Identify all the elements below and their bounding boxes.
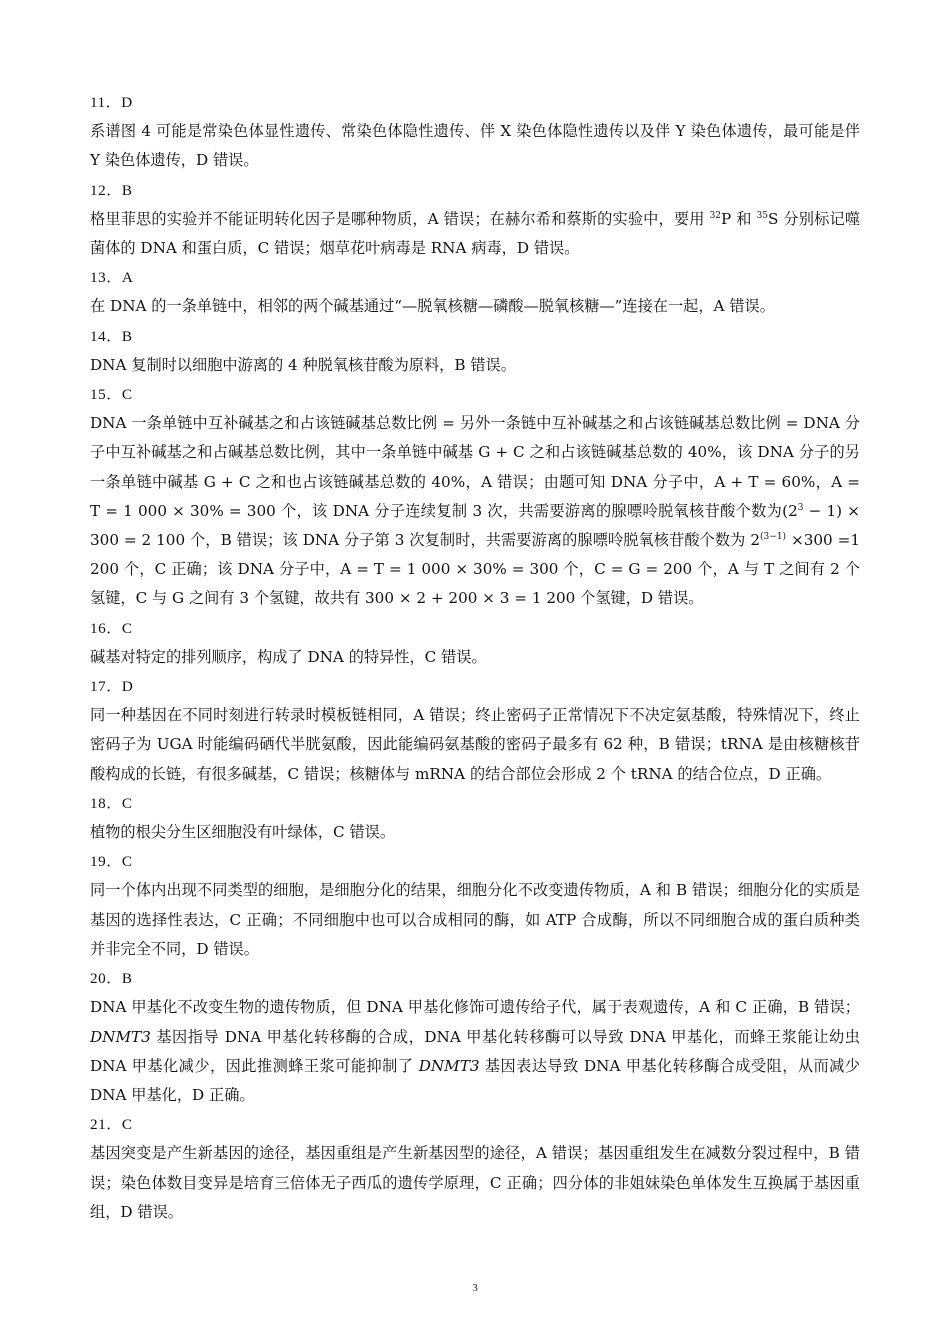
answer-heading: 11．D [90, 94, 133, 111]
answer-item-19 [90, 847, 860, 964]
answer-heading: 12．B [90, 181, 133, 199]
text-segment: ×300 =1 200 个，C 正确；该 DNA 分子中，A = T = 1 000 × 30% = 300 个，C = G = 200 个，A 与 T 之间有 2 个氢键，C 与 G 之间有 3 个氢键，故共有 300 × 2 + 200 × 3 = 1 200 个氢键，D 错误。 [90, 531, 860, 608]
answer-item-17 [90, 672, 860, 789]
superscript-mass-number: 35 [756, 210, 769, 221]
answer-explanation [90, 993, 860, 1110]
text-segment: 基因表达导致 DNA 甲基化转移酶合成受阻，从而减少 DNA 甲基化，D 正确。 [90, 1056, 860, 1104]
text-segment: P 和 [721, 209, 757, 228]
answer-item-21 [90, 1110, 860, 1227]
gene-name: DNMT3 [418, 1056, 480, 1075]
answer-heading: 16．C [90, 619, 133, 637]
answer-explanation [90, 409, 860, 613]
answer-heading: 15．C [90, 386, 133, 404]
answer-item-15 [90, 380, 860, 614]
answer-explanation: 在 DNA 的一条单链中，相邻的两个碱基通过“—脱氧核糖—磷酸—脱氧核糖—”连接在一起，A 错误。 [90, 297, 775, 316]
answer-heading: 21．C [90, 1116, 133, 1134]
answer-explanation: 同一种基因在不同时刻进行转录时模板链相同，A 错误；终止密码子正常情况下不决定氨基酸，特殊情况下，终止密码子为 UGA 时能编码硒代半胱氨酸，因此能编码氨基酸的密码子最多有 62 种，B 错误；tRNA 是由核糖核苷酸构成的长链，有很多碱基，C 错误；核糖体与 mRNA 的结合部位会形成 2 个 tRNA 的结合位点，D 正确。 [90, 706, 860, 783]
answer-explanation: 植物的根尖分生区细胞没有叶绿体，C 错误。 [90, 823, 396, 842]
answer-heading: 13．A [90, 269, 134, 287]
answer-item-13 [90, 263, 860, 321]
text-segment: − 1) × 300 = 2 100 个，B 错误；该 DNA 分子第 3 次复制时，共需要游离的腺嘌呤脱氧核苷酸个数为 2 [90, 501, 860, 550]
answer-explanation: 同一个体内出现不同类型的细胞，是细胞分化的结果，细胞分化不改变遗传物质，A 和 B 错误；细胞分化的实质是基因的选择性表达，C 正确；不同细胞中也可以合成相同的酶，如 ATP 合成酶，所以不同细胞合成的蛋白质种类并非完全不同，D 错误。 [90, 881, 860, 958]
answer-item-11 [90, 88, 860, 176]
answer-explanation: DNA 复制时以细胞中游离的 4 种脱氧核苷酸为原料，B 错误。 [90, 355, 516, 374]
answer-explanation: 碱基对特定的排列顺序，构成了 DNA 的特异性，C 错误。 [90, 647, 487, 666]
answer-explanation: 系谱图 4 可能是常染色体显性遗传、常染色体隐性遗传、伴 X 染色体隐性遗传以及伴 Y 染色体遗传，最可能是伴 Y 染色体遗传，D 错误。 [90, 122, 860, 170]
answer-item-14 [90, 322, 860, 380]
answer-document [90, 88, 860, 1227]
answer-heading: 14．B [90, 327, 133, 345]
answer-item-18 [90, 789, 860, 847]
answer-item-16 [90, 614, 860, 672]
answer-heading: 17．D [90, 678, 134, 696]
answer-item-12 [90, 176, 860, 264]
page-number: 3 [472, 1282, 478, 1294]
answer-heading: 20．B [90, 970, 133, 988]
answer-heading: 19．C [90, 853, 133, 871]
answer-item-20 [90, 964, 860, 1110]
superscript-exponent: 3 [797, 502, 804, 513]
text-segment: S 分别标记噬菌体的 DNA 和蛋白质，C 错误；烟草花叶病毒是 RNA 病毒，D 错误。 [90, 209, 861, 258]
answer-explanation [90, 205, 860, 263]
superscript-mass-number: 32 [709, 210, 722, 221]
text-segment: DNA 甲基化不改变生物的遗传物质，但 DNA 甲基化修饰可遗传给子代，属于表观遗传，A 和 C 正确，B 错误； [90, 998, 860, 1017]
text-segment: 基因指导 DNA 甲基化转移酶的合成，DNA 甲基化转移酶可以导致 DNA 甲基化，而蜂王浆能让幼虫 DNA 甲基化减少，因此推测蜂王浆可能抑制了 [90, 1027, 860, 1075]
superscript-exponent: (3−1) [760, 532, 787, 543]
text-segment: DNA 一条单链中互补碱基之和占该链碱基总数比例 = 另外一条链中互补碱基之和占该链碱基总数比例 = DNA 分子中互补碱基之和占碱基总数比例，其中一条单链中碱基 G + C 之和占该链碱基总数的 40%，该 DNA 分子的另一条单链中碱基 G + C 之和也占该链碱基总数的 40%，A 错误；由题可知 DNA 分子中，A + T = 60%，A = T = 1 000 × 30% = 300 个，该 DNA 分子连续复制 3 次，共需要游离的腺嘌呤脱氧核苷酸个数为(2 [90, 414, 860, 520]
answer-explanation: 基因突变是产生新基因的途径，基因重组是产生新基因型的途径，A 错误；基因重组发生在减数分裂过程中，B 错误；染色体数目变异是培育三倍体无子西瓜的遗传学原理，C 正确；四分体的非姐妹染色单体发生互换属于基因重组，D 错误。 [90, 1144, 860, 1221]
text-segment: 格里菲思的实验并不能证明转化因子是哪种物质，A 错误；在赫尔希和蔡斯的实验中，要用 [90, 209, 710, 228]
gene-name: DNMT3 [90, 1027, 151, 1046]
answer-heading: 18．C [90, 794, 133, 812]
